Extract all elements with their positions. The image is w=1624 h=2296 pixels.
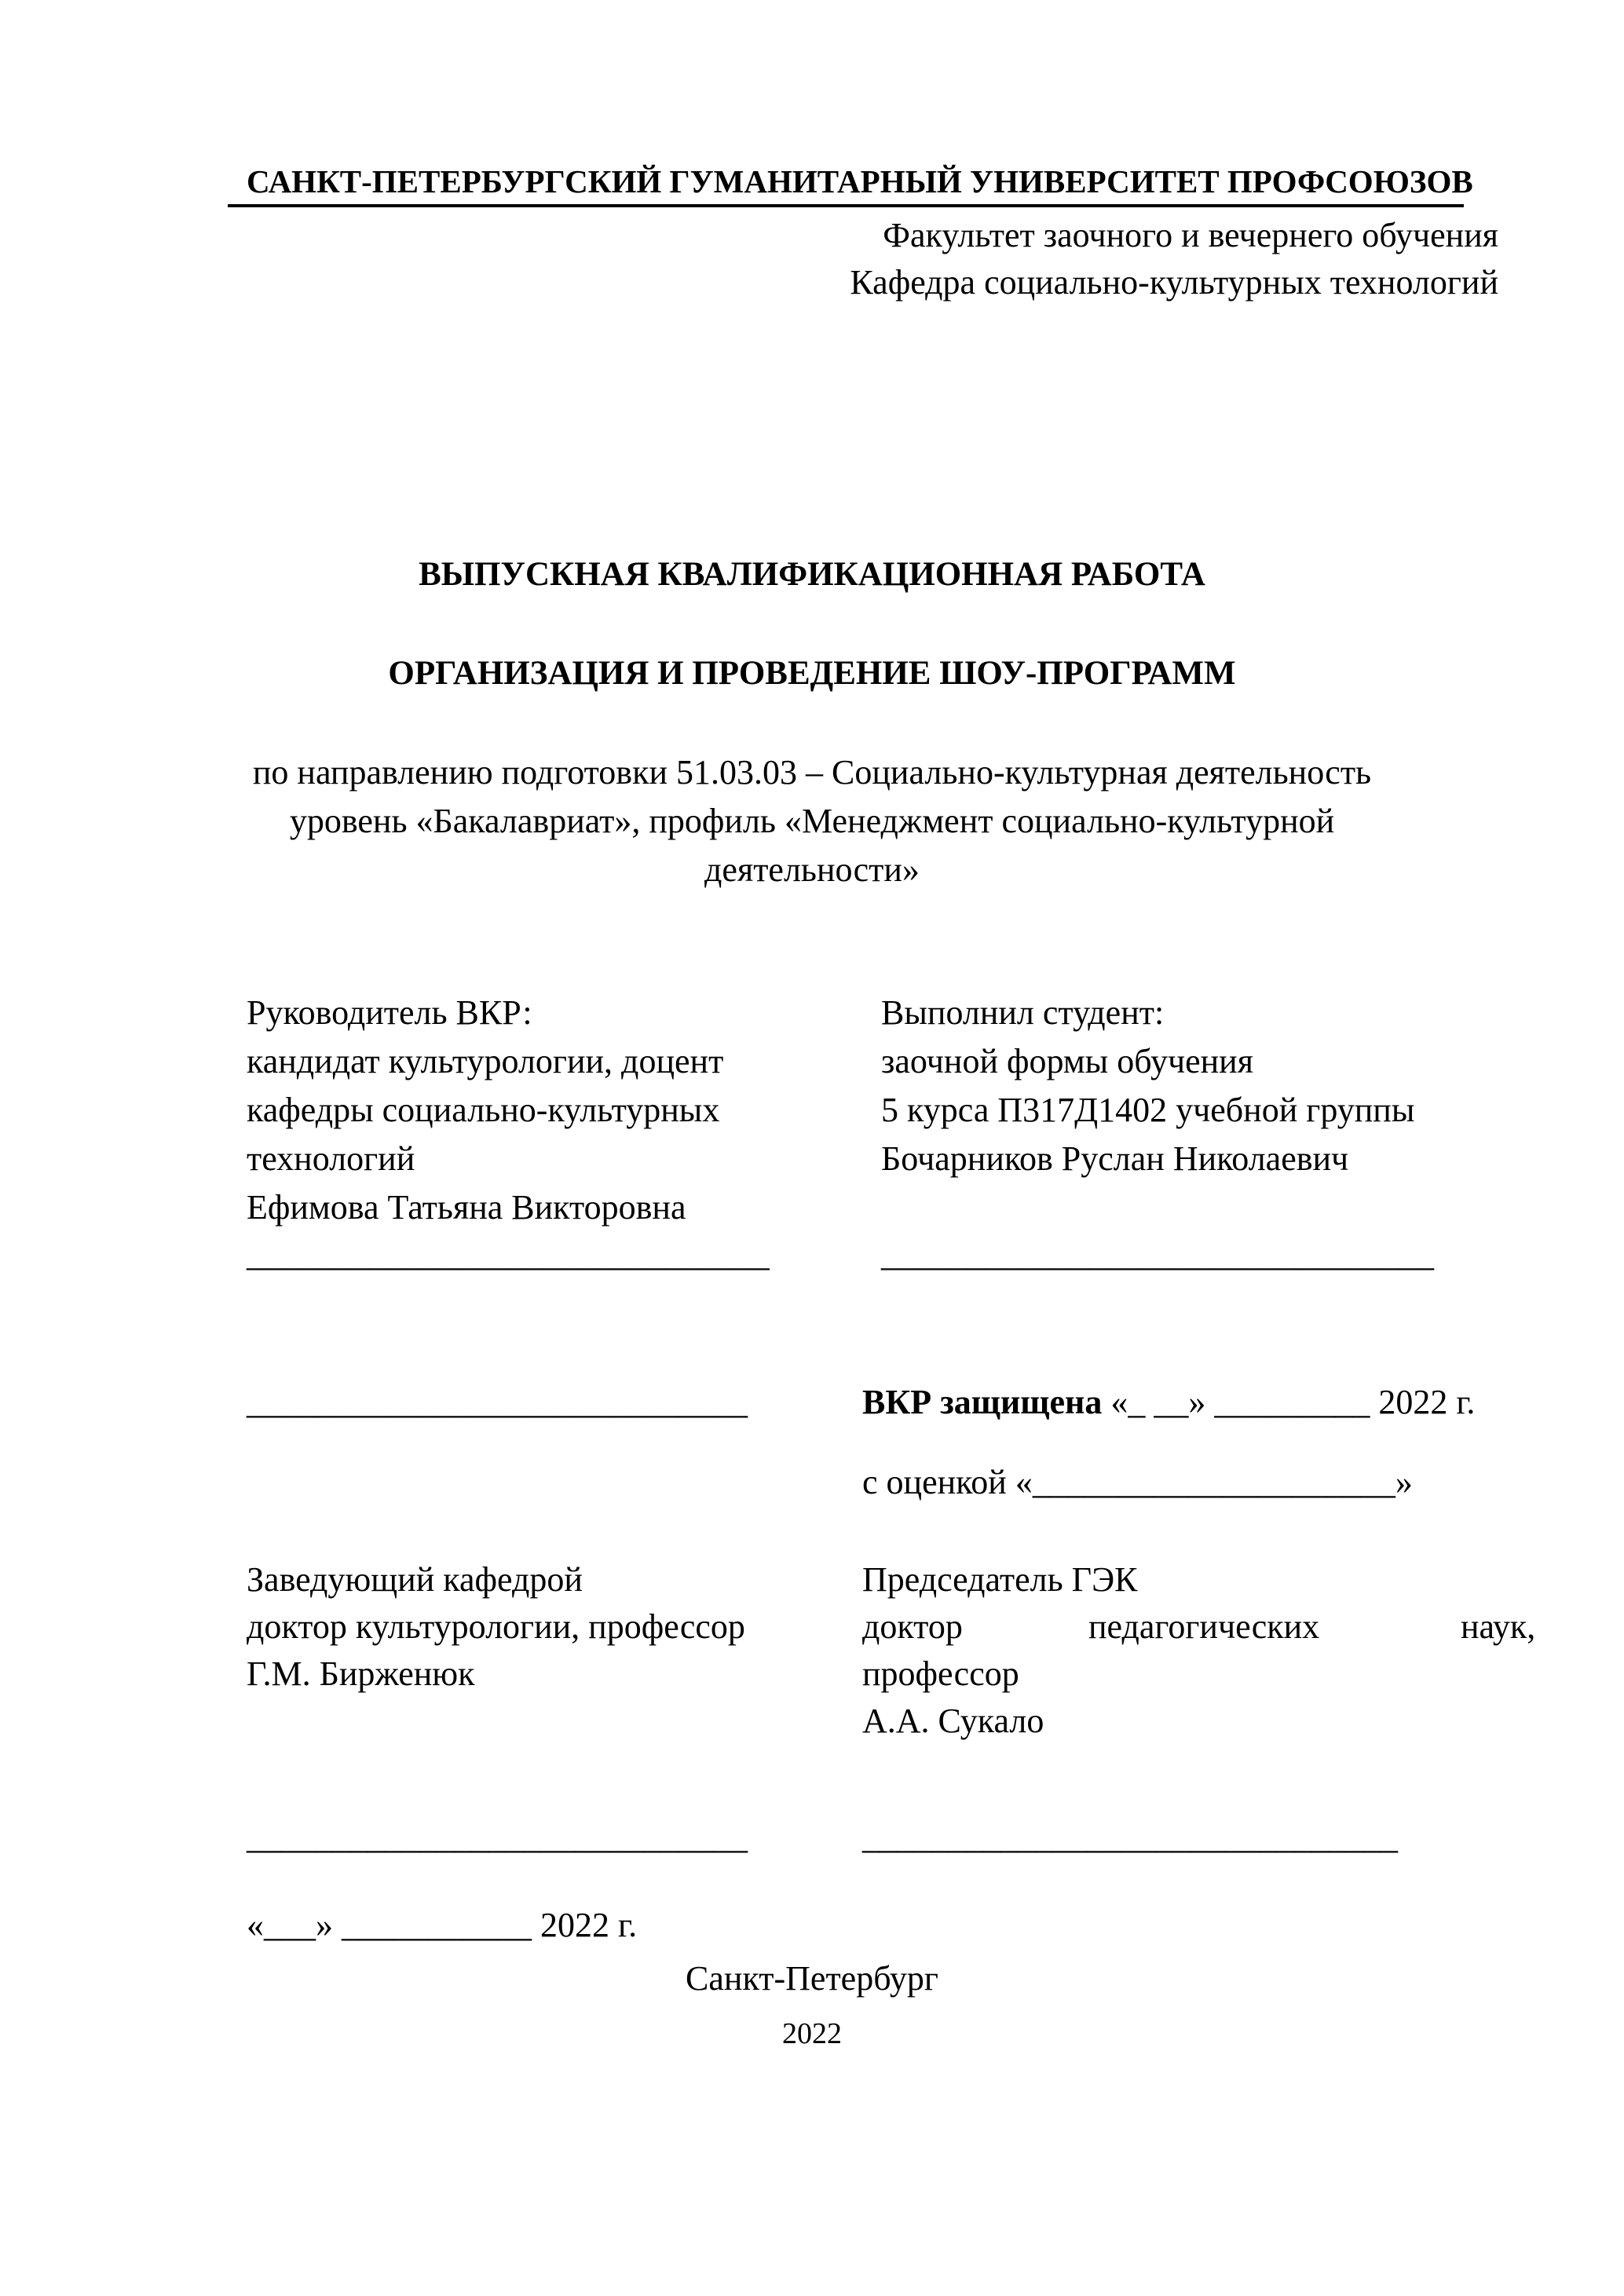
direction-line-3: деятельности»	[704, 850, 920, 889]
chairman-degree-line-2: профессор	[862, 1654, 1019, 1693]
supervisor-label: Руководитель ВКР:	[247, 993, 532, 1032]
chairman-signature-line: _______________________________	[862, 1818, 1398, 1856]
university-name: САНКТ-ПЕТЕРБУРГСКИЙ ГУМАНИТАРНЫЙ УНИВЕРСИТЕТ ПРОФСОЮЗОВ	[247, 163, 1473, 199]
chairman-degree-word-1: доктор	[862, 1607, 963, 1646]
chairman-label: Председатель ГЭК	[862, 1560, 1138, 1599]
supervisor-line-2: кафедры социально-культурных	[247, 1091, 720, 1129]
work-type-title: ВЫПУСКНАЯ КВАЛИФИКАЦИОННАЯ РАБОТА	[419, 556, 1205, 593]
head-degree: доктор культурологии, профессор	[247, 1607, 745, 1646]
student-line-1: заочной формы обучения	[881, 1042, 1253, 1080]
footer-year: 2022	[782, 2017, 842, 2050]
defense-label: ВКР защищена	[862, 1383, 1103, 1421]
supervisor-line-3: технологий	[247, 1139, 415, 1178]
defense-date: «_ __» _________ 2022 г.	[1102, 1383, 1476, 1421]
work-topic-title: ОРГАНИЗАЦИЯ И ПРОВЕДЕНИЕ ШОУ-ПРОГРАММ	[388, 655, 1236, 692]
head-signature-line: _____________________________	[247, 1818, 748, 1856]
student-signature-line: ________________________________	[881, 1235, 1434, 1274]
faculty-name: Факультет заочного и вечернего обучения	[883, 216, 1498, 254]
defense-statement	[862, 1382, 1475, 1424]
footer-date: «___» ___________ 2022 г.	[247, 1906, 638, 1944]
direction-line-2: уровень «Бакалавриат», профиль «Менеджмент социально-культурной	[289, 802, 1335, 840]
supervisor-name: Ефимова Татьяна Викторовна	[247, 1188, 686, 1227]
student-line-2: 5 курса П317Д1402 учебной группы	[881, 1091, 1415, 1129]
student-label: Выполнил студент:	[881, 993, 1165, 1032]
head-name: Г.М. Бирженюк	[247, 1654, 475, 1693]
supervisor-line-1: кандидат культурологии, доцент	[247, 1042, 724, 1080]
department-name: Кафедра социально-культурных технологий	[850, 263, 1498, 302]
chairman-degree-word-2: педагогических	[1088, 1607, 1320, 1646]
footer-city: Санкт-Петербург	[686, 1959, 938, 1998]
student-name: Бочарников Руслан Николаевич	[881, 1139, 1349, 1178]
supervisor-signature-line: ______________________________	[247, 1235, 770, 1274]
defense-left-line: _____________________________	[247, 1383, 748, 1421]
direction-line-1: по направлению подготовки 51.03.03 – Социально-культурная деятельность	[252, 753, 1372, 792]
head-label: Заведующий кафедрой	[247, 1560, 583, 1599]
chairman-degree-word-3: наук,	[1461, 1607, 1536, 1646]
header-rule	[228, 204, 1464, 207]
defense-grade: с оценкой «_____________________»	[862, 1463, 1413, 1501]
chairman-name: А.А. Сукало	[862, 1702, 1044, 1740]
